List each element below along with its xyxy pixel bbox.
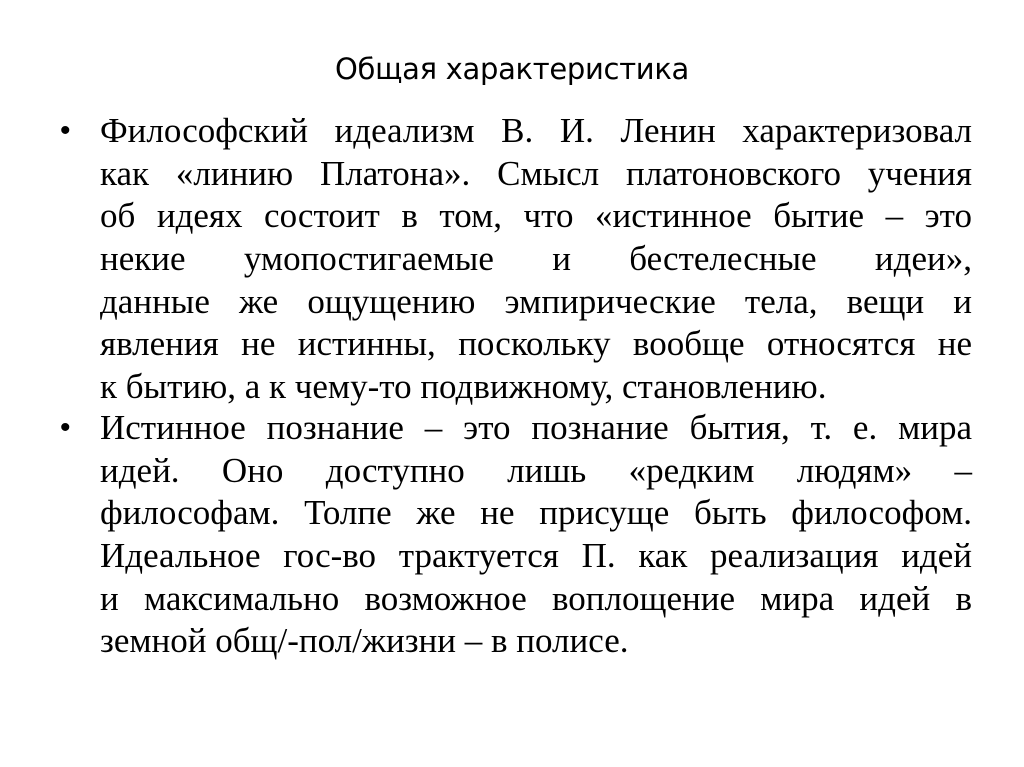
bullet-icon: • [60,114,71,147]
text-line: Философский идеализм В. И. Ленин характеризовал [100,111,972,150]
text-line: и максимально возможное воплощение мира идей в [100,578,972,618]
text-line: данные же ощущению эмпирические тела, вещи и [100,281,972,321]
text-line: Истинное познание – это познание бытия, т. е. мира [100,408,972,447]
text-line: об идеях состоит в том, что «истинное бытие – это [100,196,972,236]
text-line: философам. Толпе же не присуще быть философом. [100,493,972,533]
slide-title: Общая характеристика [334,52,690,86]
text-line: некие умопостигаемые и бестелесные идеи», [100,239,972,279]
bullet-item [60,109,972,408]
bullet-icon: • [60,411,71,444]
text-line: к бытию, а к чему-то подвижному, становлению. [100,367,827,407]
text-line: земной общ/-пол/жизни – в полисе. [100,621,629,661]
text-line: Идеальное гос-во трактуется П. как реализация идей [100,536,972,576]
text-line: явления не истинны, поскольку вообще относятся не [100,324,972,364]
text-line: как «линию Платона». Смысл платоновского учения [100,153,972,193]
bullet-item [60,406,972,662]
text-line: идей. Оно доступно лишь «редким людям» – [100,450,972,490]
